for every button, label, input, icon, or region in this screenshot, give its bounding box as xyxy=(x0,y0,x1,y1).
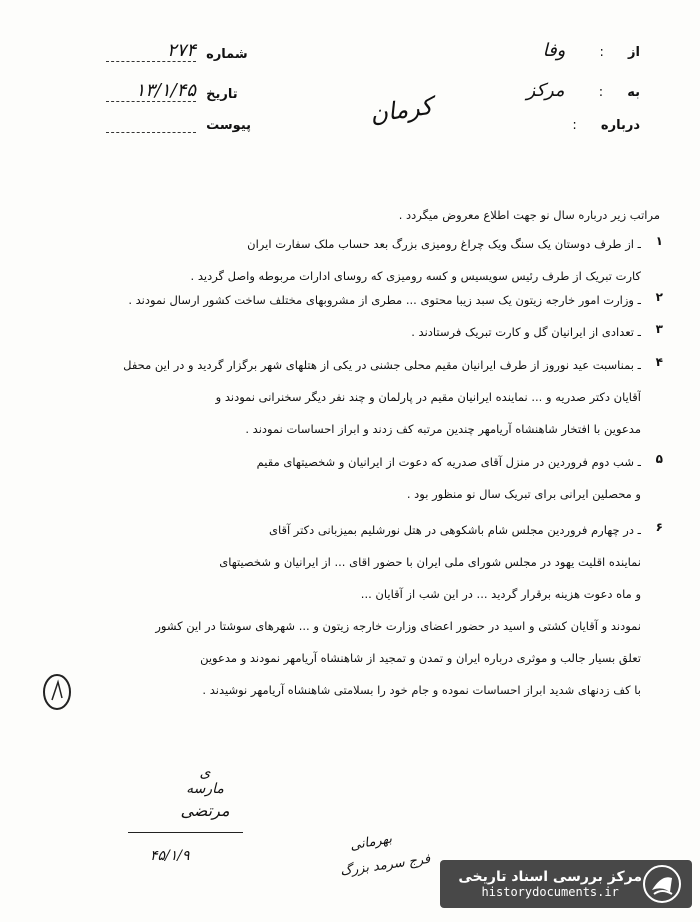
item-line: آقایان دکتر صدریه و ... نماینده ایرانیان مقیم در پارلمان و چند نفر دیگر سخنرانی نمودند و xyxy=(215,390,641,404)
number-value: ۲۷۴ xyxy=(166,40,196,61)
to-row: به : مرکز xyxy=(526,80,640,101)
item-number: ۶ xyxy=(655,520,663,534)
list-item xyxy=(35,290,663,322)
item-line: تعلق بسیار جالب و موثری درباره ایران و تمدن و تمجید از شاهنشاه آریامهر نمودند و مدعوین xyxy=(200,651,641,665)
signature-line2: مارسه xyxy=(186,781,224,797)
item-number: ۴ xyxy=(655,355,663,369)
list-item xyxy=(35,452,663,516)
item-number: ۳ xyxy=(655,322,663,336)
item-line: ـ وزارت امور خارجه زیتون یک سبد زیبا محتوی ... مطری از مشروبهای مختلف ساخت کشور ارسال نمودند . xyxy=(128,293,641,307)
item-line: کارت تبریک از طرف رئیس سویسیس و کسه رومیزی که روسای ادارات مربوطه واصل گردید . xyxy=(190,269,641,283)
item-line: ـ شب دوم فروردین در منزل آقای صدریه که دعوت از ایرانیان و شخصیتهای مقیم xyxy=(256,455,641,469)
item-number: ۱ xyxy=(655,234,663,248)
subject-label: درباره xyxy=(600,118,640,133)
header-signature: کرمان xyxy=(368,91,435,129)
item-line: ـ بمناسبت عید نوروز از طرف ایرانیان مقیم محلی جشنی در یکی از هتلهای شهر برگزار گردید و در این محفل xyxy=(123,358,641,372)
item-line: و محصلین ایرانی برای تبریک سال نو منظور بود . xyxy=(406,487,641,501)
date-value: ۱۳/۱/۴۵ xyxy=(135,80,196,101)
watermark-url: historydocuments.ir xyxy=(481,885,619,899)
attachment-row xyxy=(100,118,251,133)
signature-date: ۴۵/۱/۹ xyxy=(150,848,190,864)
item-line: مدعوین با افتخار شاهنشاه آریامهر چندین مرتبه کف زدند و ابراز احساسات نمودند . xyxy=(245,422,641,436)
item-line: و ماه دعوت هزینه برقرار گردید ... در این شب از آقایان ... xyxy=(360,587,641,601)
list-item xyxy=(35,355,663,451)
item-line: با کف زدنهای شدید ابراز احساسات نموده و جام خود را بسلامتی شاهنشاه آریامهر نوشیدند . xyxy=(202,683,641,697)
from-row: از : وفا xyxy=(542,40,640,61)
item-number: ۵ xyxy=(655,452,663,466)
date-label: تاریخ xyxy=(206,87,238,102)
to-value: مرکز xyxy=(526,80,565,101)
cc-line2: فرج سرمد بزرگ xyxy=(339,851,432,880)
watermark-logo xyxy=(440,860,692,908)
watermark-title: مرکز بررسی اسناد تاریخی xyxy=(458,869,642,885)
cc-line1: بهرمانی xyxy=(349,831,394,854)
list-item xyxy=(35,234,663,298)
item-line: ـ از طرف دوستان یک سنگ ویک چراغ رومیزی بزرگ بعد حساب ملک سفارت ایران xyxy=(247,237,641,251)
from-value: وفا xyxy=(542,40,566,61)
books-logo-icon xyxy=(642,864,682,904)
to-label: به xyxy=(627,85,640,100)
circle-mark-icon xyxy=(40,672,74,712)
number-label: شماره xyxy=(206,47,248,62)
number-row xyxy=(100,40,248,62)
date-row xyxy=(100,80,238,102)
list-item xyxy=(35,322,663,354)
signature-line1: ی xyxy=(199,765,211,781)
signature-divider xyxy=(128,832,243,833)
item-line: نماینده اقلیت یهود در مجلس شورای ملی ایران با حضور اقای ... از ایرانیان و شخصیتهای xyxy=(219,555,641,569)
item-line: نمودند و آقایان کشتی و اسید در حضور اعضای وزارت خارجه زیتون و ... شهرهای سوشتا در این کشور xyxy=(155,619,641,633)
item-line: ـ تعدادی از ایرانیان گل و کارت تبریک فرستادند . xyxy=(411,325,641,339)
item-number: ۲ xyxy=(655,290,663,304)
from-label: از xyxy=(628,45,640,60)
signature-line3: مرتضی xyxy=(180,801,230,820)
intro-line: مراتب زیر درباره سال نو جهت اطلاع معروض میگردد . xyxy=(398,208,660,222)
list-item xyxy=(35,520,663,712)
attachment-label: پیوست xyxy=(206,118,252,133)
subject-row: درباره : xyxy=(572,118,640,133)
signature-block xyxy=(145,765,265,820)
item-line: ـ در چهارم فروردین مجلس شام باشکوهی در هتل نورشلیم بمیزبانی دکتر آقای xyxy=(268,523,641,537)
